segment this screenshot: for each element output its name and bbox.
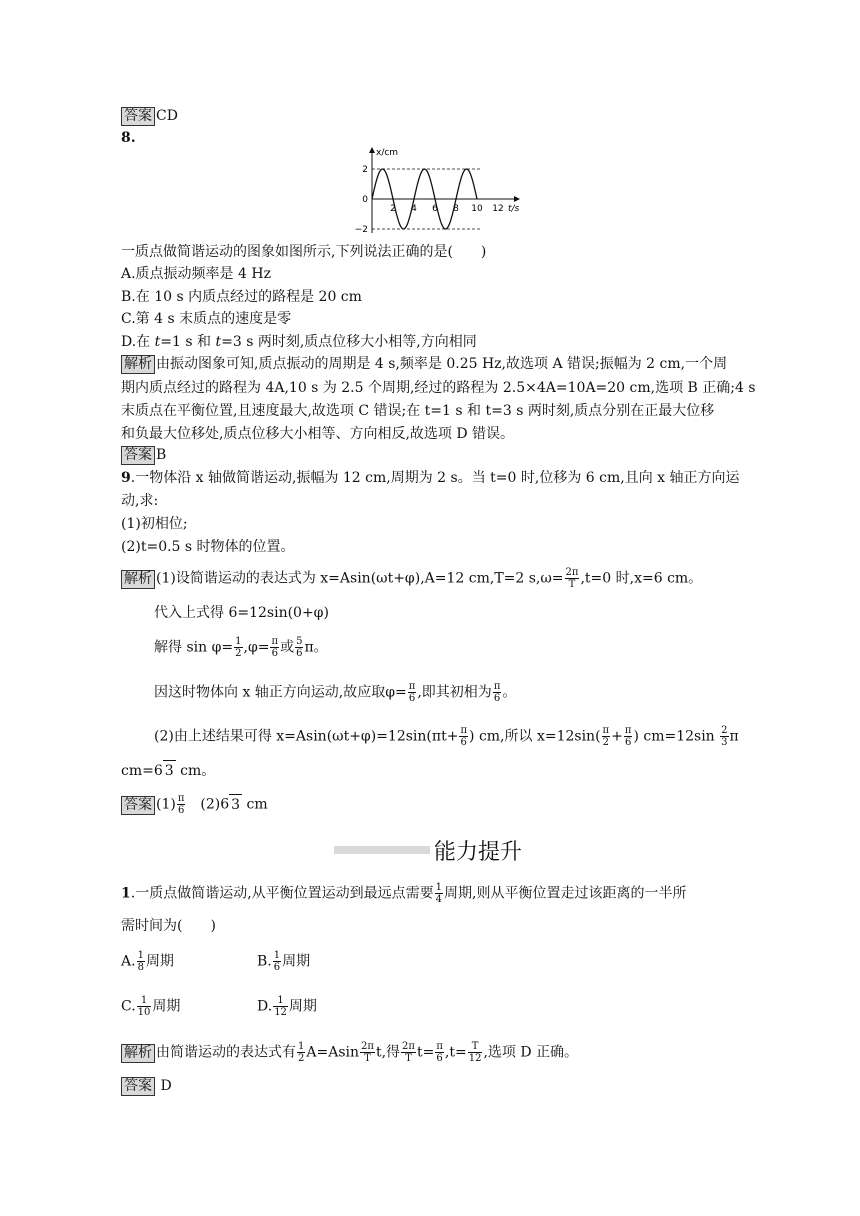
question-number: 8. (121, 130, 136, 146)
analysis-line-1: 解析 由振动图象可知,质点振动的周期是 4 s,频率是 0.25 Hz,故选项 A 错误;振幅为 2 cm,一个周 (121, 354, 727, 374)
analysis-line-6: cm=6 3 cm。 (121, 760, 215, 781)
analysis-tag: 解析 (121, 570, 155, 589)
x-tick-label: 4 (411, 204, 417, 214)
sub-question-2: (2)t=0.5 s 时物体的位置。 (121, 539, 295, 555)
y-tick-label: −2 (354, 225, 368, 235)
analysis-line-5: (2)由上述结果可得 x=Asin(ωt+φ)=12sin(πt+ $\frac{\pi}{6}$ ) cm,所以 x=12sin( $\frac{\pi}{2}$ + $\frac{\pi}{6}$ ) cm=12sin $\frac{2}{3}$ π (154, 725, 739, 748)
option-c: C. $\frac{1}{10}$ 周期 (121, 995, 181, 1018)
y-axis-arrow (369, 147, 375, 153)
answer-tag: 答案 (121, 446, 155, 465)
question-stem-1: 1.一质点做简谐运动,从平衡位置运动到最远点需要 $\frac{1}{4}$ 周期,则从平衡位置走过该距离的一半所 (121, 882, 687, 905)
answer-tag: 答案 (121, 1077, 155, 1096)
x-tick-label: 12 (492, 204, 504, 214)
question-stem-2: 需时间为( ) (121, 918, 216, 934)
option-b: B.在 10 s 内质点经过的路程是 20 cm (121, 289, 362, 305)
analysis-line: 解析 由简谐运动的表达式有 $\frac{1}{2}$ A=Asin $\frac{2\pi}{T}$ t,得 $\frac{2\pi}{T}$ t= $\frac{\pi}{6}$ ,t= $\frac{T}{12}$ ,选项 D 正确。 (121, 1041, 578, 1064)
y-tick-label: 2 (362, 165, 368, 175)
y-tick-label: 0 (362, 195, 368, 205)
option-a: A.质点振动频率是 4 Hz (121, 266, 271, 282)
analysis-line-2: 期内质点经过的路程为 4A,10 s 为 2.5 个周期,经过的路程为 2.5×4A=10A=20 cm,选项 B 正确;4 s (121, 380, 756, 396)
analysis-tag: 解析 (121, 1044, 155, 1063)
x-axis-label: t/s (508, 204, 520, 214)
analysis-line-1: 解析 (1)设简谐运动的表达式为 x=Asin(ωt+φ),A=12 cm,T=2 s,ω= $\frac{2\pi}{T}$ ,t=0 时,x=6 cm。 (121, 567, 702, 590)
analysis-line-3: 解得 sin φ= $\frac{1}{2}$ ,φ= $\frac{\pi}{6}$ 或 $\frac{5}{6}$ π。 (154, 636, 328, 659)
question-stem-1: 9.一物体沿 x 轴做简谐运动,振幅为 12 cm,周期为 2 s。当 t=0 时,位移为 6 cm,且向 x 轴正方向运 (121, 470, 740, 486)
x-tick-label: 2 (390, 204, 396, 214)
x-tick-label: 6 (432, 204, 438, 214)
option-b: B. $\frac{1}{6}$ 周期 (257, 950, 311, 973)
question-stem-2: 动,求: (121, 493, 159, 509)
x-tick-label: 10 (471, 204, 483, 214)
option-d: D.在 t=1 s 和 t=3 s 两时刻,质点位移大小相等,方向相同 (121, 334, 477, 350)
analysis-line-4: 因这时物体向 x 轴正方向运动,故应取φ= $\frac{\pi}{6}$ ,即其初相为 $\frac{\pi}{6}$ 。 (154, 681, 517, 704)
answer-line: 答案 D (121, 1076, 172, 1096)
y-axis-label: x/cm (376, 148, 399, 158)
section-title-bar (334, 846, 430, 854)
option-d: D. $\frac{1}{12}$ 周期 (257, 995, 317, 1018)
answer-tag: 答案 (121, 796, 155, 815)
answer-tag: 答案 (121, 107, 155, 126)
oscillation-graph (352, 143, 520, 235)
analysis-line-4: 和负最大位移处,质点位移大小相等、方向相反,故选项 D 错误。 (121, 426, 515, 442)
option-a: A. $\frac{1}{8}$ 周期 (121, 950, 174, 973)
answer-text: CD (156, 108, 178, 124)
x-tick-label: 8 (453, 204, 459, 214)
analysis-line-2: 代入上式得 6=12sin(0+φ) (154, 605, 329, 621)
sub-question-1: (1)初相位; (121, 516, 188, 532)
analysis-line-3: 末质点在平衡位置,且速度最大,故选项 C 错误;在 t=1 s 和 t=3 s 两时刻,质点分别在正最大位移 (121, 403, 715, 419)
x-axis-arrow (514, 196, 520, 202)
answer-line (121, 106, 178, 126)
section-title: 能力提升 (434, 840, 523, 865)
option-c: C.第 4 s 末质点的速度是零 (121, 311, 292, 327)
answer-line: 答案 (1) $\frac{\pi}{6}$ (2)6 3 cm (121, 793, 268, 816)
answer-line: 答案 B (121, 445, 166, 465)
question-stem: 一质点做简谐运动的图象如图所示,下列说法正确的是( ) (121, 244, 487, 260)
analysis-tag: 解析 (121, 355, 155, 374)
